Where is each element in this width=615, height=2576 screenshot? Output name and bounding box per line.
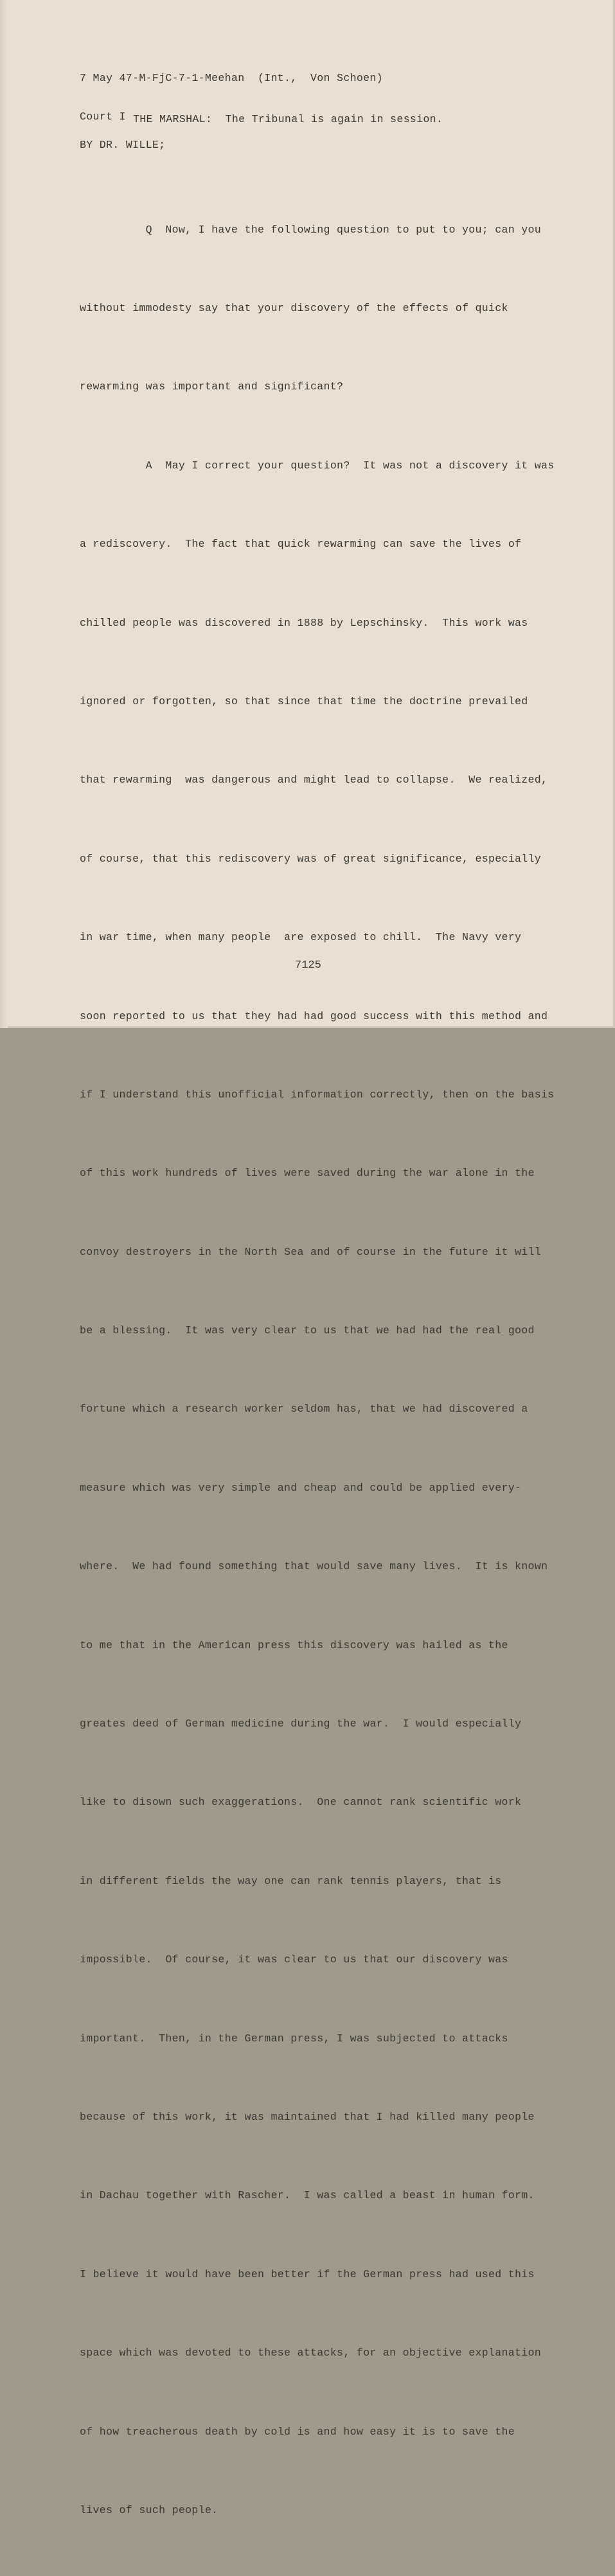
body-line: A May I correct your question? It was not a discovery it was: [80, 459, 555, 472]
body-line: of course, that this rediscovery was of great significance, especially: [80, 852, 542, 865]
body-line: I believe it would have been better if the German press had used this: [80, 2268, 535, 2280]
body-line: greates deed of German medicine during the war. I would especially: [80, 1718, 522, 1730]
body-line: chilled people was discovered in 1888 by Lepschinsky. This work was: [80, 616, 528, 629]
body-line: that rewarming was dangerous and might lead to collapse. We realized,: [80, 774, 548, 786]
transcript-body: [80, 164, 555, 2576]
body-line: soon reported to us that they had had good success with this method and: [80, 1009, 548, 1022]
page-number: 7125: [295, 959, 321, 972]
body-line: rewarming was important and significant?: [80, 380, 344, 393]
body-line: fortune which a research worker seldom has, that we had discovered a: [80, 1403, 528, 1416]
examiner-line: BY DR. WILLE;: [80, 139, 166, 151]
body-line: be a blessing. It was very clear to us that we had had the real good: [80, 1324, 535, 1337]
body-line: in Dachau together with Rascher. I was called a beast in human form.: [80, 2189, 535, 2202]
body-line: where. We had found something that would save many lives. It is known: [80, 1560, 548, 1573]
body-line: to me that in the American press this discovery was hailed as the: [80, 1639, 508, 1651]
body-line: if I understand this unofficial information correctly, then on the basis: [80, 1088, 555, 1101]
body-line: ignored or forgotten, so that since that time the doctrine prevailed: [80, 695, 528, 707]
body-line: convoy destroyers in the North Sea and of course in the future it will: [80, 1245, 542, 1258]
marshal-line: THE MARSHAL: The Tribunal is again in session.: [133, 113, 443, 125]
body-line: because of this work, it was maintained that I had killed many people: [80, 2110, 535, 2123]
body-line: lives of such people.: [80, 2503, 218, 2516]
body-line: of this work hundreds of lives were saved during the war alone in the: [80, 1167, 535, 1180]
body-line: a rediscovery. The fact that quick rewarming can save the lives of: [80, 538, 522, 551]
page-header: [80, 46, 383, 149]
header-line-2: Court I: [80, 111, 126, 123]
header-line-1: 7 May 47-M-FjC-7-1-Meehan (Int., Von Schoen): [80, 72, 383, 84]
body-line: in war time, when many people are exposed to chill. The Navy very: [80, 931, 522, 944]
body-line: space which was devoted to these attacks, for an objective explanation: [80, 2347, 542, 2359]
body-line: measure which was very simple and cheap and could be applied every-: [80, 1481, 522, 1494]
page-edge: [0, 0, 8, 1028]
body-line: Q Now, I have the following question to put to you; can you: [80, 223, 542, 236]
body-line: in different fields the way one can rank tennis players, that is: [80, 1874, 502, 1887]
body-line: like to disown such exaggerations. One cannot rank scientific work: [80, 1796, 522, 1809]
body-line: impossible. Of course, it was clear to us that our discovery was: [80, 1953, 508, 1966]
body-line: of how treacherous death by cold is and how easy it is to save the: [80, 2425, 515, 2438]
body-line: without immodesty say that your discovery of the effects of quick: [80, 301, 508, 314]
body-line: important. Then, in the German press, I was subjected to attacks: [80, 2032, 508, 2045]
